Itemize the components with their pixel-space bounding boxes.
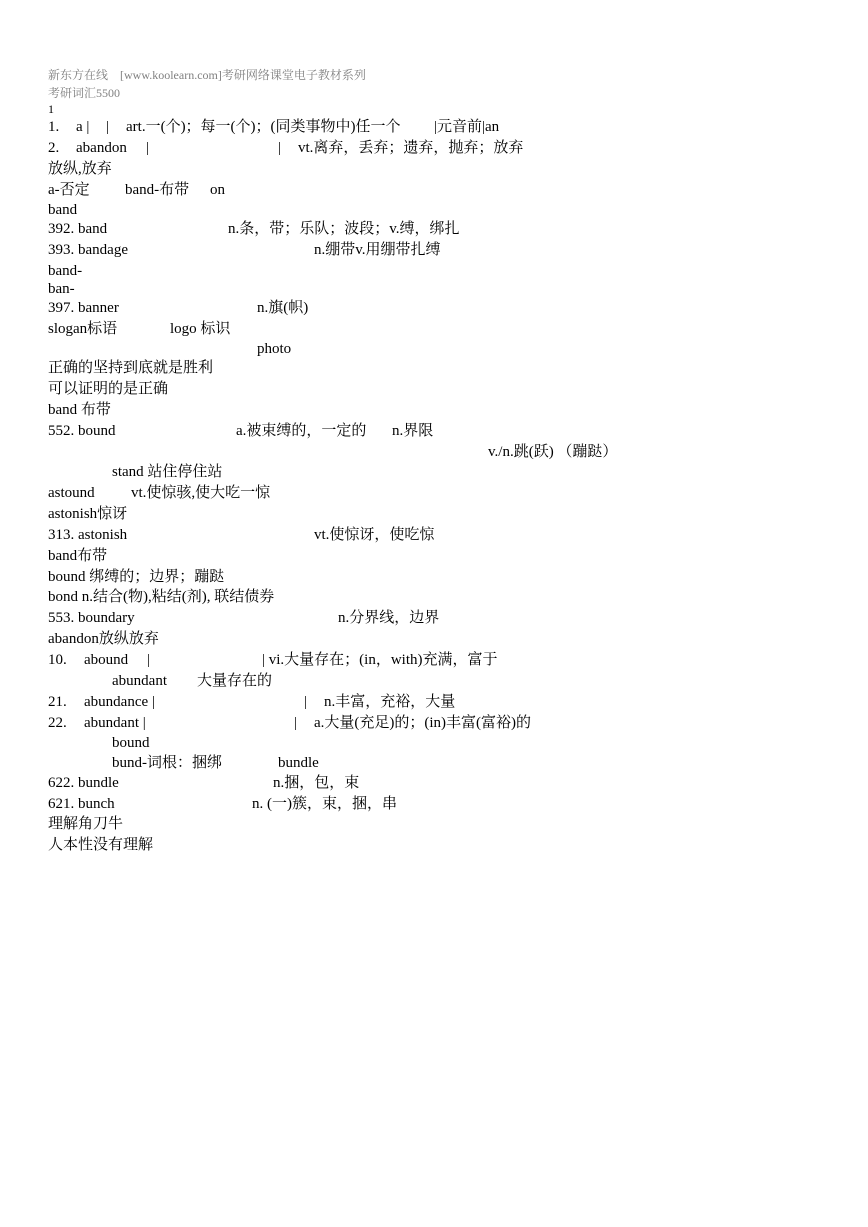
entry-definition: n.界限 [392,423,434,439]
entry-number: 10. [48,652,67,668]
note-text: bund-词根：捆绑 [112,755,222,771]
entry-word: 553. boundary [48,610,135,626]
entry-word: 622. bundle [48,775,119,791]
note-text: 大量存在的 [197,673,273,689]
note-text: on [210,182,225,198]
entry-definition: n.绷带v.用绷带扎缚 [314,242,441,258]
note-line: 正确的坚持到底就是胜利 [48,360,214,376]
entry-definition: | vi.大量存在；(in，with)充满，富于 [262,652,498,668]
note-line: 理解角刀牛 [48,816,124,832]
entry-definition: n.分界线，边界 [338,610,440,626]
note-line: band 布带 [48,402,111,418]
entry-word: 621. bunch [48,796,115,812]
entry-definition: a.大量(充足)的；(in)丰富(富裕)的 [314,715,532,731]
note-text: a-否定 [48,182,90,198]
entry-word: abandon [76,140,127,156]
entry-number: 22. [48,715,67,731]
entry-number: 1. [48,119,60,135]
note-line: 人本性没有理解 [48,837,154,853]
entry-word: abundance | [84,694,155,710]
note-text: abundant [112,673,167,689]
entry-separator: | [294,715,298,731]
page-number: 1 [48,102,54,116]
note-line: photo [257,341,292,357]
entry-definition: n.旗(帜) [257,300,309,316]
note-line: v./n.跳(跃) （蹦跶） [488,444,618,460]
note-line: astonish惊讶 [48,506,128,522]
entry-word: astound [48,485,95,501]
entry-word: 393. bandage [48,242,128,258]
entry-separator: | [278,140,282,156]
entry-definition: vt.使惊骇,使大吃一惊 [131,485,271,501]
entry-separator: | [146,140,150,156]
entry-word: 552. bound [48,423,116,439]
note-line: bound 绑缚的；边界；蹦跶 [48,569,225,585]
note-line: 放纵,放弃 [48,161,112,177]
note-line: bond n.结合(物),粘结(剂), 联结债券 [48,589,275,605]
note-text: slogan标语 [48,321,118,337]
note-text: band-布带 [125,182,190,198]
entry-separator: | [304,694,308,710]
note-line: band- [48,263,83,279]
entry-number: 21. [48,694,67,710]
note-line: band [48,202,78,218]
note-text: logo 标识 [170,321,231,337]
entry-word: 392. band [48,221,108,237]
entry-word: abound [84,652,129,668]
entry-separator: | [147,652,151,668]
entry-number: 2. [48,140,60,156]
entry-definition: n. (一)簇，束，捆，串 [252,796,397,812]
note-line: bound [112,735,150,751]
note-line: ban- [48,281,75,297]
entry-word: a | [76,119,90,135]
entry-word: 313. astonish [48,527,128,543]
entry-definition: n.条，带；乐队；波段；v.缚，绑扎 [228,221,460,237]
entry-word: 397. banner [48,300,119,316]
note-line: band布带 [48,548,108,564]
entry-separator: | [106,119,110,135]
note-text: bundle [278,755,319,771]
entry-definition: vt.离弃，丢弃；遗弃，抛弃；放弃 [298,140,524,156]
entry-definition: art.一(个)；每一(个)；(同类事物中)任一个 [126,119,401,135]
entry-definition: n.丰富，充裕，大量 [324,694,456,710]
header-title: 新东方在线 [www.koolearn.com]考研网络课堂电子教材系列 [48,68,366,82]
entry-definition: a.被束缚的，一定的 [236,423,367,439]
entry-definition: vt.使惊讶，使吃惊 [314,527,435,543]
entry-note: |元音前|an [434,119,500,135]
note-line: 可以证明的是正确 [48,381,169,397]
note-line: abandon放纵放弃 [48,631,159,647]
header-subtitle: 考研词汇5500 [48,86,121,100]
note-line: stand 站住停住站 [112,464,223,480]
entry-word: abundant | [84,715,146,731]
entry-definition: n.捆，包，束 [273,775,360,791]
